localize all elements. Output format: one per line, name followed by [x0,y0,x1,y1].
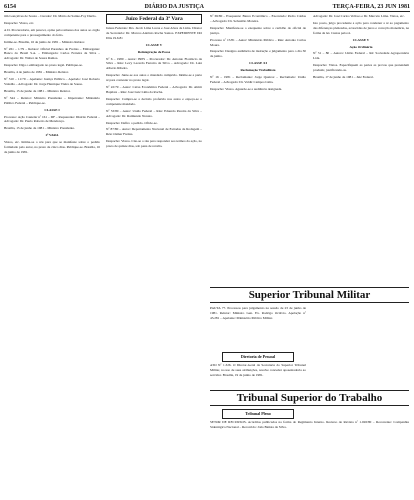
journal-title: DIÁRIO DA JUSTIÇA [144,3,204,10]
column-4 [313,14,409,282]
paragraph: Brasília, 17 de junho de 1981 – Juiz Federal. [313,75,374,80]
court-title-box: Juízo Federal da 3ª Vara [106,14,202,24]
paragraph: Despacho: Junte-se aos autos o mandado cumprido. Intime-se a parte ré para contestar no prazo legal. [106,73,202,83]
paragraph: Nº 16 – 1981 – Reclamante: Jorge Queiroz – Reclamado: União Federal – Advogado: Dr. Valdir Campos Lima. [210,75,306,84]
stm-text: PAUTA 77. Processos para julgamento na sessão de 23 de junho de 1981. Relator: Ministro Gen. Ex. Rodrigo Octávio. Apelação nº 43.281 – Apelante: Ministério Público Militar. [210,306,306,320]
paragraph: Despacho: Vistos, etc. [4,20,35,25]
section-subheading: Reintegração de Posse [137,49,171,54]
stm-text-2: ATO Nº 1.326. O Diretor-Geral da Secretaria do Superior Tribunal Militar, no uso de suas atribuições, resolve conceder aposentadoria ao servidor. Brasília, 19 de junho de 1981. [210,363,306,377]
paragraph: Brasília, 15 de junho de 1981 – Ministro Presidente. [4,126,75,131]
paragraph: Nº 310 – 11/79 – Apelante: Justiça Pública – Apelado: José Roberto Valadão – Advogado: Dr. Jorge Henrique Vieira de Sousa. [4,77,100,86]
publication-date: TERÇA-FEIRA, 23 JUN 1981 [332,3,410,10]
paragraph: Despacho: Manifeste-se o exequente sobre a certidão do oficial de justiça. [210,25,306,35]
stm-section-tag: Diretoria de Pessoal [222,352,294,362]
paragraph: Nº 344 – Relator: Ministro Presidente – Impetrante: Ministério Público Federal – Publique-se. [4,95,100,105]
paragraph: Brasília, 15 de junho de 1981 – Ministro Relator. [4,88,71,93]
paragraph: Nº 6 – 1980 – Autor: INPS – Procurador: Dr. Antonio Florêncio da Silva – Réu: Levy Lacerda Ferreira da Silva – Advogado: Dr. Luiz Alberto Ribeiro. [106,56,202,71]
section-heading: 2ª VARA [45,133,59,138]
paragraph: Despacho: Cumpra-se a decisão proferida nos autos e expeça-se o competente mandado. [106,96,202,106]
paragraph: Despacho: Vistos. Aguarde-se a audiência designada. [210,86,283,91]
paragraph: Processo: Ação Cautelar nº 161 – DF – Requerente: Distrito Federal – Advogado: Dr. Paulo Roberto de Mendonça. [4,114,100,124]
page-number: 6154 [4,3,16,10]
paragraph: tim Gonçalves de Souza – Curador: Dr. Mário de Sainte-Foy Durão. [4,14,97,18]
tst-section-tag: Tribunal Pleno [222,409,294,419]
paragraph: Intime-se. Brasília, 16 de junho de 1981 – Ministro Relator. [4,39,85,44]
paragraph: Isto posto, julgo procedente a ação para condenar a ré ao pagamento das diferenças pleiteadas, acrescidas de juros e correção monetária, na forma da lei. Custas pela ré. [313,20,409,35]
column-1 [4,14,100,157]
paragraph: Despacho: Diga o embargado no prazo legal. Publique-se. [4,63,83,68]
paragraph: Despacho: Designo audiência de instrução e julgamento para o dia 30 de junho. [210,49,306,59]
tst-text: SETOR DE RECURSOS. Acórdãos publicados na forma do Regimento Interno. Recurso de Revista nº 1.026/80 – Recorrente: Companhia Siderúrgica Nacional – Recorrido: João Batista da Silva. [210,420,409,429]
paragraph: Nº 22/79 – Autor: Caixa Econômica Federal – Advogado: Dr. Almir Baptista – Réu: José Luiz Lima da Rocha. [106,85,202,94]
paragraph: Despacho: Vistos. Cite-se o réu para responder aos termos da ação, no prazo de quinze dias, sob pena de revelia. [106,139,202,149]
paragraph: Despacho: Vistos. Especifiquem as partes as provas que pretendem produzir, justificando-as. [313,63,409,73]
paragraph: Vistos, etc. Intime-se o réu para que se manifeste sobre o pedido formulado pelo autor, no prazo de cinco dias. Publique-se. Brasília, 16 de junho de 1981. [4,140,100,154]
section-subheading: Ação Ordinária [349,44,373,49]
paragraph: Juízes Federais: Drs. Jacob Lima Lucas e José Alves de Lima. Diretor de Secretaria: Dr. Marcos Antônio Rocha Santos. EXPEDIENTE DO DIA 19.6.81 [106,26,202,40]
paragraph: A D. Procuradoria, em parecer, opina pela remessa dos autos ao órgão competente para o prosseguimento do feito. [4,27,100,37]
page-header [4,2,410,11]
column-3 [210,14,306,282]
paragraph: Brasília, 4 de junho de 1981 – Ministro Relator. [4,70,69,75]
stm-banner: Superior Tribunal Militar [210,287,409,303]
column-2 [106,14,202,151]
paragraph: Advogado: Dr. José Carlos Velloso e Dr. Marcelo Lima. Vistos, etc. [313,14,405,18]
paragraph: Nº 87/80 – Autor: Departamento Nacional de Estradas de Rodagem – Réu: Osmar Freitas. [106,127,202,137]
paragraph: Processo nº 15/81 – Autor: Ministério Público – Réu: Antonio Carlos Moura. [210,37,306,47]
section-heading: CLASSE XI [249,61,267,66]
section-subheading: Reclamação Trabalhista [240,68,276,73]
header-rule [4,11,410,12]
section-heading: CLASSE V [352,37,370,42]
paragraph: Nº 53/80 – Autor: União Federal – Réu: Eduardo Pereira da Silva – Advogado: Dr. Raimundo Nonato. [106,108,202,118]
paragraph: Nº 261 – 1/79 – Relator: Oficial Paranhos de Freitas – Embargante: Banco do Brasil S.A. – Embargado: Carlos Ferreira da Silva – Advogado: Dr. Walter de Souza Ramos. [4,46,100,61]
paragraph: Nº 51 – 80 – Autora: União Federal – Ré: Sociedade Agropecuária Ltda. [313,51,409,61]
paragraph: Despacho: Defiro o pedido. Oficie-se. [106,120,158,125]
section-heading: CLASSE I [44,107,60,112]
tst-banner: Tribunal Superior do Trabalho [210,390,409,406]
paragraph: Nº 69/80 – Exequente: Banco Econômico – Executado: Pedro Caldas – Advogado: Dr. Sebastião Moreira. [210,14,306,23]
section-heading: CLASSE V [145,42,163,47]
